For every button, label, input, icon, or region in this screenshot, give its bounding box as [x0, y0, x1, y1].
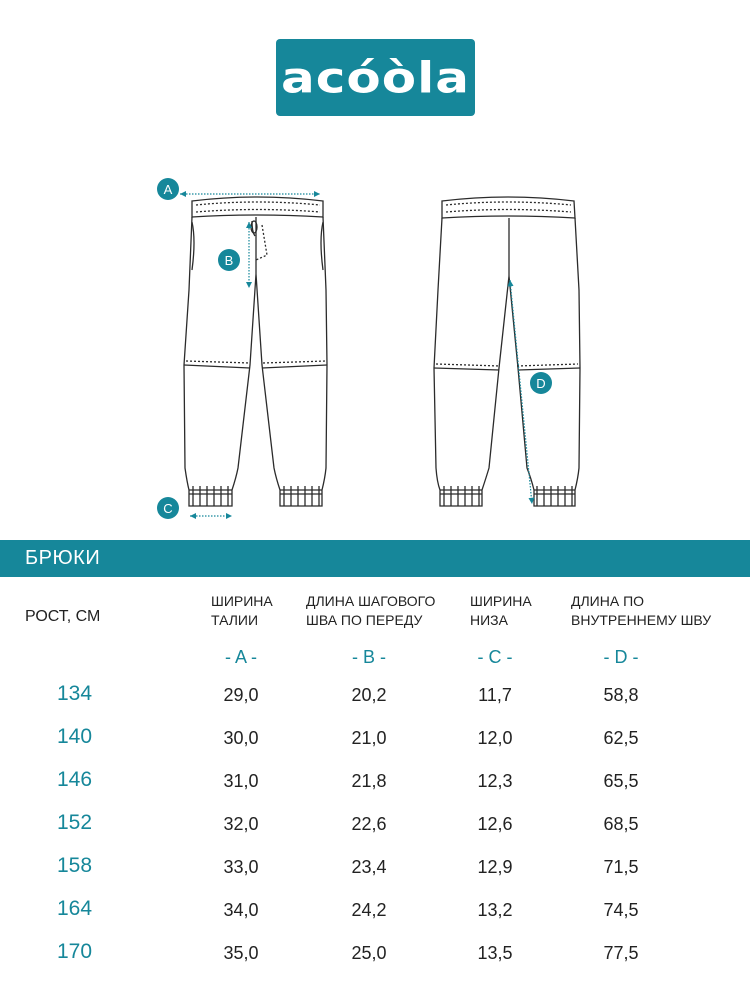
column-label-b: - B -	[352, 647, 386, 667]
height-cell: 170	[57, 940, 93, 963]
table-row	[0, 854, 750, 887]
table-row	[0, 725, 750, 758]
measure-cell-c: 12,6	[477, 814, 513, 834]
measure-cell-a: 33,0	[223, 857, 259, 877]
measure-cell-a: 34,0	[223, 900, 259, 920]
marker-b	[218, 249, 240, 271]
measure-cell-d: 74,5	[603, 900, 639, 920]
column-header-a: ШИРИНА ТАЛИИ	[211, 593, 273, 628]
column-header-d: ДЛИНА ПО ВНУТРЕННЕМУ ШВУ	[571, 593, 712, 628]
svg-text:B: B	[224, 253, 234, 268]
table-row	[0, 897, 750, 930]
measure-cell-d: 58,8	[603, 685, 639, 705]
measure-cell-d: 65,5	[603, 771, 639, 791]
table-row	[0, 811, 750, 844]
measure-cell-d: 71,5	[603, 857, 639, 877]
measure-cell-b: 21,8	[351, 771, 387, 791]
height-cell: 164	[57, 897, 93, 920]
marker-d	[530, 372, 552, 394]
marker-a	[157, 178, 179, 200]
column-header-b: ДЛИНА ШАГОВОГО ШВА ПО ПЕРЕДУ	[306, 593, 436, 628]
svg-text:C: C	[163, 501, 173, 516]
measure-cell-a: 30,0	[223, 728, 259, 748]
height-cell: 158	[57, 854, 93, 877]
height-cell: 140	[57, 725, 93, 748]
measure-cell-c: 12,3	[477, 771, 513, 791]
table-row	[0, 768, 750, 801]
table-row	[0, 682, 750, 715]
section-title: БРЮКИ	[25, 547, 101, 569]
measure-cell-c: 12,0	[477, 728, 513, 748]
measure-cell-a: 32,0	[223, 814, 259, 834]
pants-technical-drawing	[0, 160, 750, 530]
measure-cell-c: 13,2	[477, 900, 513, 920]
height-cell: 134	[57, 682, 93, 705]
measure-cell-c: 13,5	[477, 943, 513, 963]
measure-cell-c: 12,9	[477, 857, 513, 877]
svg-text:D: D	[536, 376, 546, 391]
measure-cell-c: 11,7	[478, 685, 512, 705]
measure-cell-b: 20,2	[351, 685, 387, 705]
height-cell: 152	[57, 811, 93, 834]
table-row	[0, 940, 750, 973]
column-label-d: - D -	[603, 647, 639, 667]
measure-cell-b: 22,6	[351, 814, 387, 834]
measure-cell-a: 29,0	[223, 685, 259, 705]
back-body	[434, 218, 580, 506]
measure-cell-b: 21,0	[351, 728, 387, 748]
back-waistband	[442, 197, 575, 218]
measure-cell-b: 25,0	[351, 943, 387, 963]
measure-cell-b: 24,2	[351, 900, 387, 920]
measure-cell-d: 68,5	[603, 814, 639, 834]
measure-cell-a: 35,0	[223, 943, 259, 963]
brand-logo	[276, 39, 475, 116]
column-header-c: ШИРИНА НИЗА	[470, 593, 532, 628]
marker-c	[157, 497, 179, 519]
front-waistband	[192, 197, 323, 217]
measure-cell-b: 23,4	[351, 857, 387, 877]
svg-text:A: A	[163, 182, 173, 197]
measure-cell-a: 31,0	[223, 771, 259, 791]
section-title-bar	[0, 540, 750, 577]
brand-logo-text: acóòla	[281, 52, 470, 103]
measure-cell-d: 77,5	[603, 943, 639, 963]
height-column-header: РОСТ, СМ	[25, 608, 101, 625]
height-cell: 146	[57, 768, 93, 791]
column-label-a: - A -	[224, 647, 257, 667]
measure-cell-d: 62,5	[603, 728, 639, 748]
column-label-c: - C -	[477, 647, 513, 667]
